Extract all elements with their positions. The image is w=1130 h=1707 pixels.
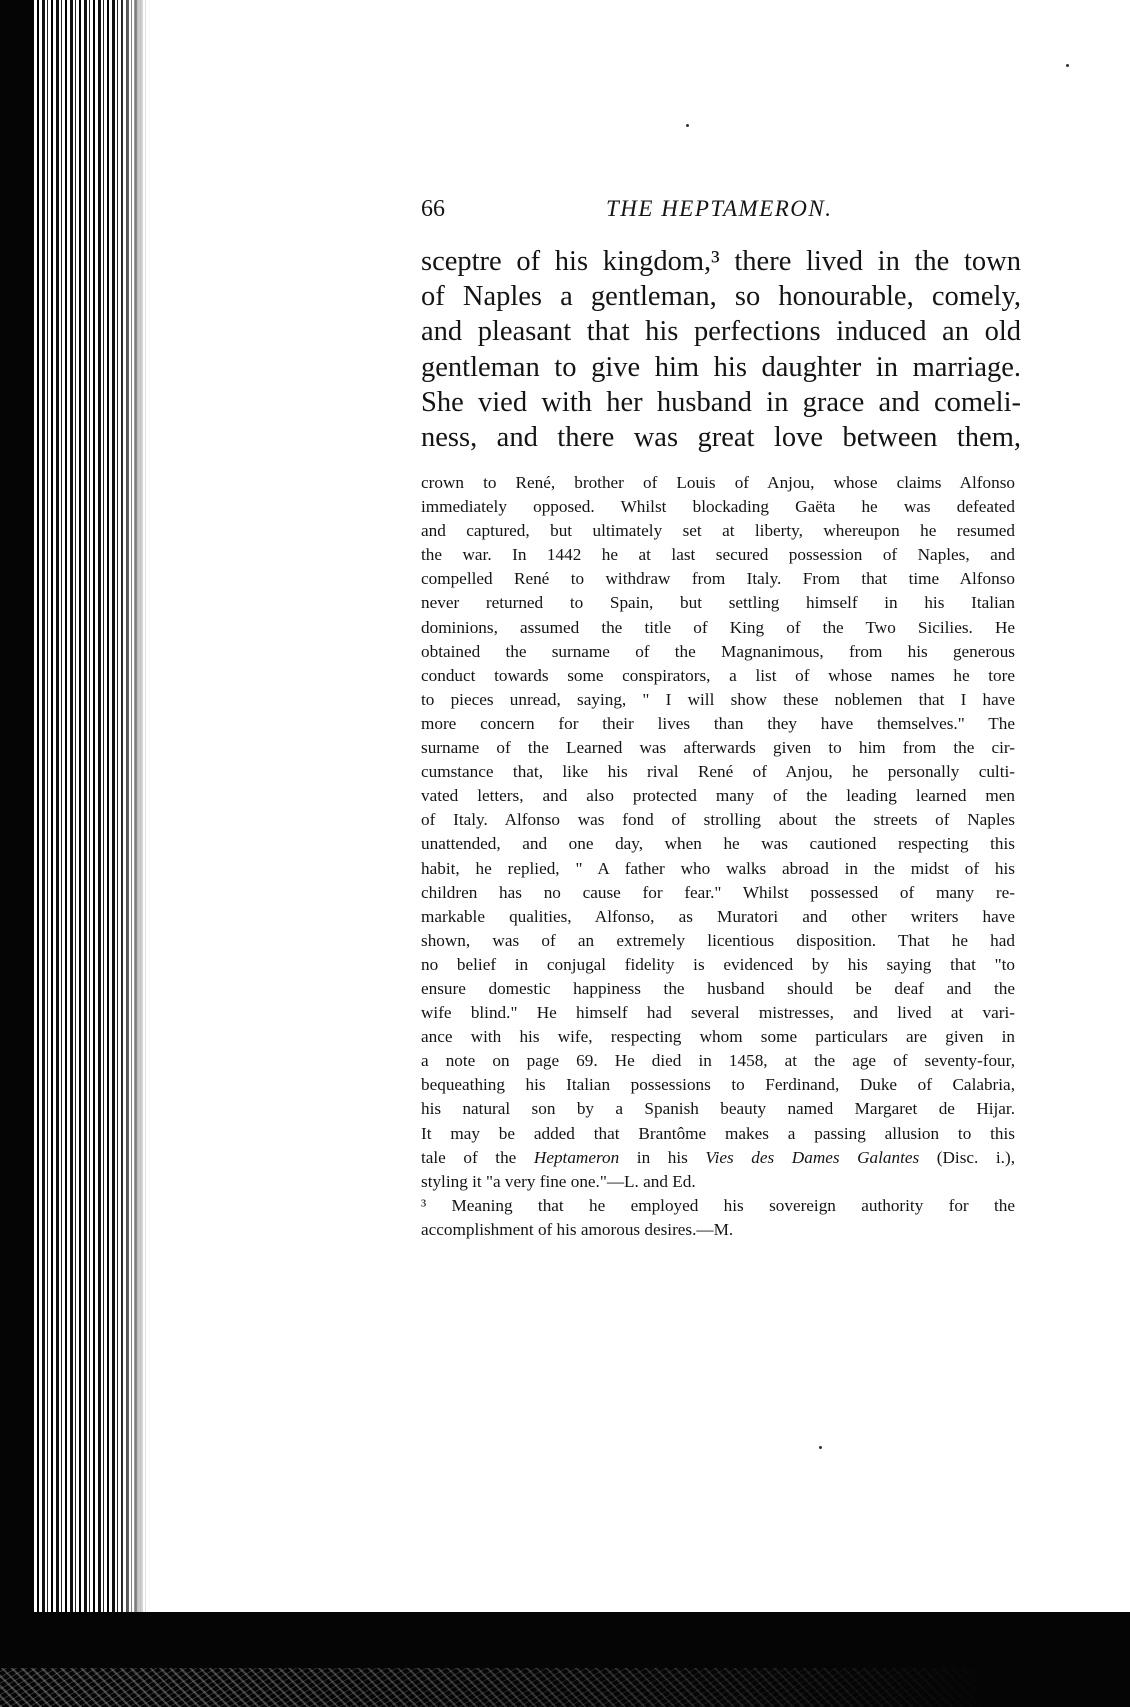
footnote-line: wife blind." He himself had several mistresses, and lived at vari-: [421, 1003, 1015, 1023]
footnote-line: It may be added that Brantôme makes a passing allusion to this: [421, 1123, 1015, 1143]
footnote-line: surname of the Learned was afterwards given to him from the cir-: [421, 738, 1015, 758]
footnote-line: shown, was of an extremely licentious disposition. That he had: [421, 930, 1015, 950]
scan-noise: [0, 1668, 1000, 1707]
footnote-line: obtained the surname of the Magnanimous, from his generous: [421, 641, 1015, 661]
body-line: ness, and there was great love between them,: [421, 422, 1021, 454]
footnote-line: vated letters, and also protected many of the leading learned men: [421, 786, 1015, 806]
scan-speck: [1066, 64, 1069, 67]
footnote-line: and captured, but ultimately set at liberty, whereupon he resumed: [421, 521, 1015, 541]
body-line: sceptre of his kingdom,³ there lived in the town: [421, 246, 1021, 277]
footnote-line: ance with his wife, respecting whom some particulars are given in: [421, 1027, 1015, 1047]
footnote-line: of Italy. Alfonso was fond of strolling about the streets of Naples: [421, 810, 1015, 830]
footnote-continued: [421, 471, 1015, 1146]
footnote-line: more concern for their lives than they have themselves." The: [421, 713, 1015, 733]
footnote-line: compelled René to withdraw from Italy. From that time Alfonso: [421, 569, 1015, 589]
footnote-line: immediately opposed. Whilst blockading Gaëta he was defeated: [421, 497, 1015, 517]
body-line: She vied with her husband in grace and comeli-: [421, 386, 1021, 418]
footnotes: [421, 471, 1015, 1242]
title-italic: Vies des Dames Galantes: [705, 1147, 920, 1167]
body-paragraph: [421, 244, 1021, 455]
footnote-line: cumstance that, like his rival René of Anjou, he personally culti-: [421, 762, 1015, 782]
footnote-line: the war. In 1442 he at last secured possession of Naples, and: [421, 545, 1015, 565]
footnote-line: markable qualities, Alfonso, as Muratori and other writers have: [421, 906, 1015, 926]
body-line: gentleman to give him his daughter in marriage.: [421, 351, 1021, 383]
footnote-line: habit, he replied, " A father who walks abroad in the midst of his: [421, 858, 1015, 878]
scan-speck: [819, 1446, 822, 1449]
footnote-line: to pieces unread, saying, " I will show these noblemen that I have: [421, 689, 1015, 709]
footnote-line: unattended, and one day, when he was cautioned respecting this: [421, 834, 1015, 854]
running-header: [421, 194, 1021, 224]
title-italic: Heptameron: [533, 1147, 620, 1167]
page-number: 66: [421, 196, 445, 222]
footnote-line: ensure domestic happiness the husband should be deaf and the: [421, 978, 1015, 998]
footnote-line: accomplishment of his amorous desires.—M.: [421, 1219, 734, 1239]
gutter-shadow: [134, 0, 144, 1620]
running-title: THE HEPTAMERON.: [606, 196, 833, 221]
body-line: of Naples a gentleman, so honourable, comely,: [421, 281, 1021, 313]
footnote-line: tale of the Heptameron in his Vies des Dames Galantes (Disc. i.),: [421, 1147, 1016, 1167]
footnote-line: never returned to Spain, but settling himself in his Italian: [421, 593, 1015, 613]
footnote-line: conduct towards some conspirators, a list of whose names he tore: [421, 665, 1015, 685]
footnote-line: a note on page 69. He died in 1458, at the age of seventy-four,: [421, 1051, 1015, 1071]
footnote-line: styling it "a very fine one."—L. and Ed.: [421, 1171, 696, 1191]
footnote-line: bequeathing his Italian possessions to Ferdinand, Duke of Calabria,: [421, 1075, 1015, 1095]
footnote-3: ³ Meaning that he employed his sovereign authority for the: [421, 1195, 1015, 1215]
body-line: and pleasant that his perfections induced an old: [421, 316, 1021, 348]
footnote-line: children has no cause for fear." Whilst possessed of many re-: [421, 882, 1015, 902]
footnote-line: his natural son by a Spanish beauty named Margaret de Hijar.: [421, 1099, 1015, 1119]
footnote-line: dominions, assumed the title of King of the Two Sicilies. He: [421, 617, 1015, 637]
binding-edge: [0, 0, 34, 1707]
scan-speck: [686, 124, 689, 127]
footnote-line: crown to René, brother of Louis of Anjou, whose claims Alfonso: [421, 473, 1015, 492]
footnote-line: no belief in conjugal fidelity is evidenced by his saying that "to: [421, 954, 1015, 974]
